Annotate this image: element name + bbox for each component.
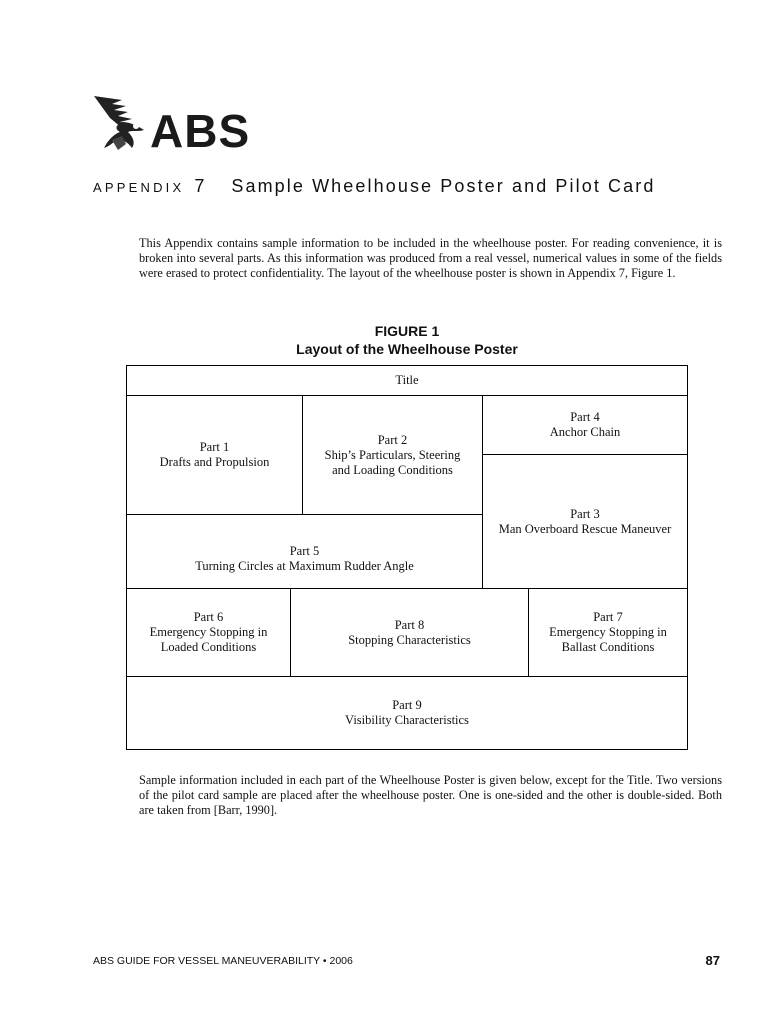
part5-name: Part 5	[289, 543, 320, 558]
part9-desc: Visibility Characteristics	[345, 713, 469, 727]
appendix-title: Sample Wheelhouse Poster and Pilot Card	[231, 176, 656, 196]
part1-name: Part 1	[199, 440, 230, 454]
cell-part8	[290, 588, 529, 677]
closing-paragraph: Sample information included in each part of the Wheelhouse Poster is given below, except for the Title. Two versions of the pilot card sample are placed after the wheelhouse poster. One is one-sided and the other is double-sided. Both are taken from [Barr, 1990].	[139, 773, 722, 818]
cell-part4	[482, 395, 688, 455]
figure-number: FIGURE 1	[374, 323, 440, 339]
wheelhouse-poster-layout	[126, 365, 688, 750]
footer-guide-title: ABS GUIDE FOR VESSEL MANEUVERABILITY • 2006	[93, 955, 353, 967]
page-number: 87	[705, 953, 720, 968]
cell-part5	[126, 514, 483, 589]
cell-part6	[126, 588, 291, 677]
part9-name: Part 9	[392, 698, 422, 712]
part2-name: Part 2	[377, 432, 408, 447]
part5-desc: Turning Circles at Maximum Rudder Angle	[195, 558, 414, 573]
part1-desc: Drafts and Propulsion	[159, 455, 270, 469]
cell-title	[126, 365, 688, 396]
cell-part3	[482, 454, 688, 589]
eagle-emblem-icon	[92, 92, 152, 154]
cell-part1	[126, 395, 303, 515]
figure-caption: Layout of the Wheelhouse Poster	[296, 341, 518, 357]
part2-desc: Ship’s Particulars, Steering and Loading Conditions	[324, 447, 461, 477]
part6-desc: Emergency Stopping in Loaded Conditions	[149, 625, 268, 654]
part7-name: Part 7	[593, 610, 623, 624]
appendix-heading	[93, 176, 655, 197]
part8-name: Part 8	[394, 617, 425, 632]
cell-part7	[528, 588, 688, 677]
abs-wordmark: ABS	[150, 105, 251, 157]
cell-part2	[302, 395, 483, 515]
cell-part9	[126, 676, 688, 750]
part6-name: Part 6	[193, 610, 224, 624]
cell-title-label: Title	[395, 373, 419, 387]
intro-paragraph: This Appendix contains sample information to be included in the wheelhouse poster. For reading convenience, it is broken into several parts. As this information was produced from a real vessel, numerical values in some of the fields were erased to protect confidentiality. The layout of the wheelhouse poster is shown in Appendix 7, Figure 1.	[139, 236, 722, 281]
appendix-number: 7	[194, 176, 206, 196]
part3-desc: Man Overboard Rescue Maneuver	[498, 521, 672, 536]
figure-label	[126, 322, 688, 358]
part8-desc: Stopping Characteristics	[348, 632, 471, 647]
part4-name: Part 4	[570, 410, 600, 424]
part4-desc: Anchor Chain	[549, 425, 621, 439]
abs-logo	[92, 92, 254, 157]
part7-desc: Emergency Stopping in Ballast Conditions	[549, 625, 667, 654]
part3-name: Part 3	[570, 506, 600, 521]
appendix-label: APPENDIX	[93, 180, 185, 195]
